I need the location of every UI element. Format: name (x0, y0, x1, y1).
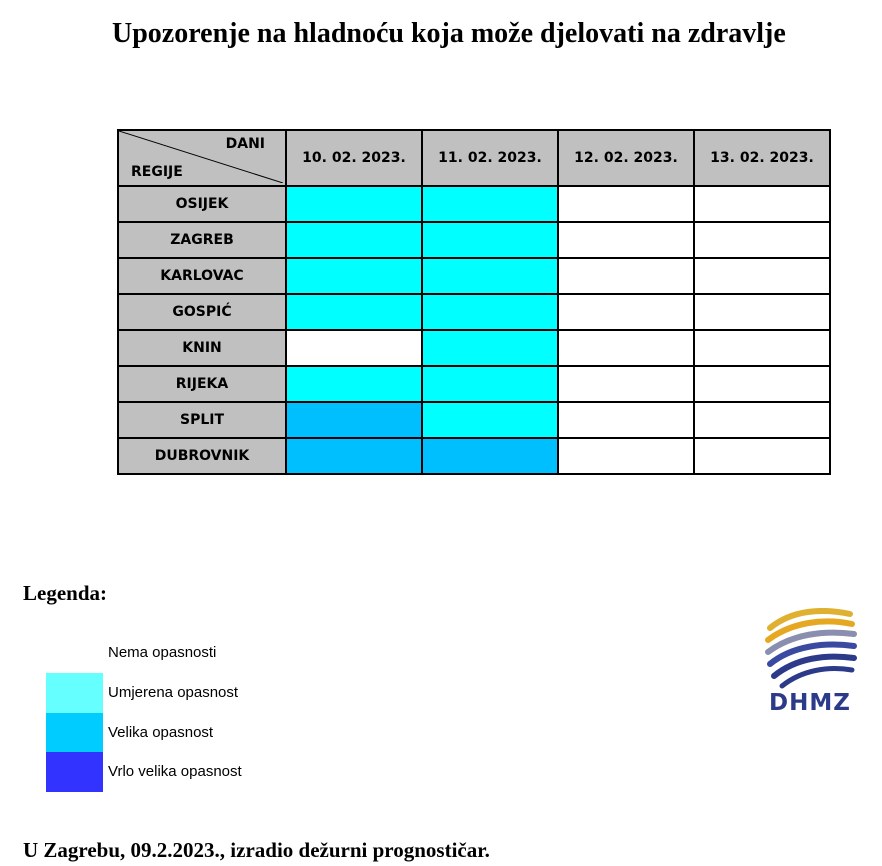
corner-label-days: DANI (225, 136, 265, 152)
warning-cell (694, 330, 830, 366)
corner-label-regions: REGIJE (131, 164, 183, 180)
dhmz-logo-icon (762, 608, 858, 690)
warning-cell (286, 294, 422, 330)
table-row (118, 222, 830, 258)
warning-cell (558, 330, 694, 366)
table-row (118, 366, 830, 402)
warning-cell (558, 294, 694, 330)
warning-cell (558, 258, 694, 294)
table-header-row (118, 130, 830, 186)
warning-cell (286, 330, 422, 366)
legend-label: Nema opasnosti (108, 644, 217, 661)
warning-cell (422, 186, 558, 222)
warning-cell (694, 186, 830, 222)
warning-cell (422, 294, 558, 330)
region-name: GOSPIĆ (118, 294, 286, 330)
table-row (118, 186, 830, 222)
region-name: OSIJEK (118, 186, 286, 222)
warning-cell (694, 222, 830, 258)
warning-cell (558, 366, 694, 402)
table-row (118, 402, 830, 438)
warning-cell (558, 222, 694, 258)
table-row (118, 258, 830, 294)
warning-cell (694, 258, 830, 294)
legend-swatch (46, 673, 103, 713)
warning-cell (286, 186, 422, 222)
date-header: 12. 02. 2023. (558, 130, 694, 186)
warning-cell (286, 222, 422, 258)
page-title: Upozorenje na hladnoću koja može djelovati na zdravlje (112, 18, 786, 49)
warning-cell (286, 438, 422, 474)
warning-cell (422, 330, 558, 366)
date-header: 10. 02. 2023. (286, 130, 422, 186)
warning-table (117, 129, 831, 475)
logo-text: DHMZ (769, 690, 851, 716)
table-row (118, 330, 830, 366)
table-corner-cell (118, 130, 286, 186)
region-name: DUBROVNIK (118, 438, 286, 474)
legend-title: Legenda: (23, 581, 107, 605)
legend-label: Umjerena opasnost (108, 684, 239, 701)
region-name: ZAGREB (118, 222, 286, 258)
region-name: RIJEKA (118, 366, 286, 402)
dhmz-logo (762, 608, 858, 718)
table-row (118, 294, 830, 330)
legend-label: Velika opasnost (108, 724, 214, 741)
warning-cell (694, 294, 830, 330)
warning-cell (694, 366, 830, 402)
warning-cell (422, 366, 558, 402)
date-header: 11. 02. 2023. (422, 130, 558, 186)
legend-swatch (46, 752, 103, 792)
warning-cell (558, 402, 694, 438)
warning-cell (286, 366, 422, 402)
warning-cell (422, 402, 558, 438)
warning-cell (422, 258, 558, 294)
warning-cell (422, 222, 558, 258)
warning-cell (694, 438, 830, 474)
footer-note: U Zagrebu, 09.2.2023., izradio dežurni prognostičar. (23, 838, 490, 862)
warning-cell (286, 258, 422, 294)
table-row (118, 438, 830, 474)
region-name: SPLIT (118, 402, 286, 438)
warning-cell (694, 402, 830, 438)
date-header: 13. 02. 2023. (694, 130, 830, 186)
legend-swatch (46, 633, 103, 673)
legend-swatch (46, 713, 103, 753)
region-name: KARLOVAC (118, 258, 286, 294)
warning-cell (558, 186, 694, 222)
warning-cell (422, 438, 558, 474)
warning-cell (558, 438, 694, 474)
region-name: KNIN (118, 330, 286, 366)
warning-cell (286, 402, 422, 438)
legend-label: Vrlo velika opasnost (108, 763, 242, 780)
